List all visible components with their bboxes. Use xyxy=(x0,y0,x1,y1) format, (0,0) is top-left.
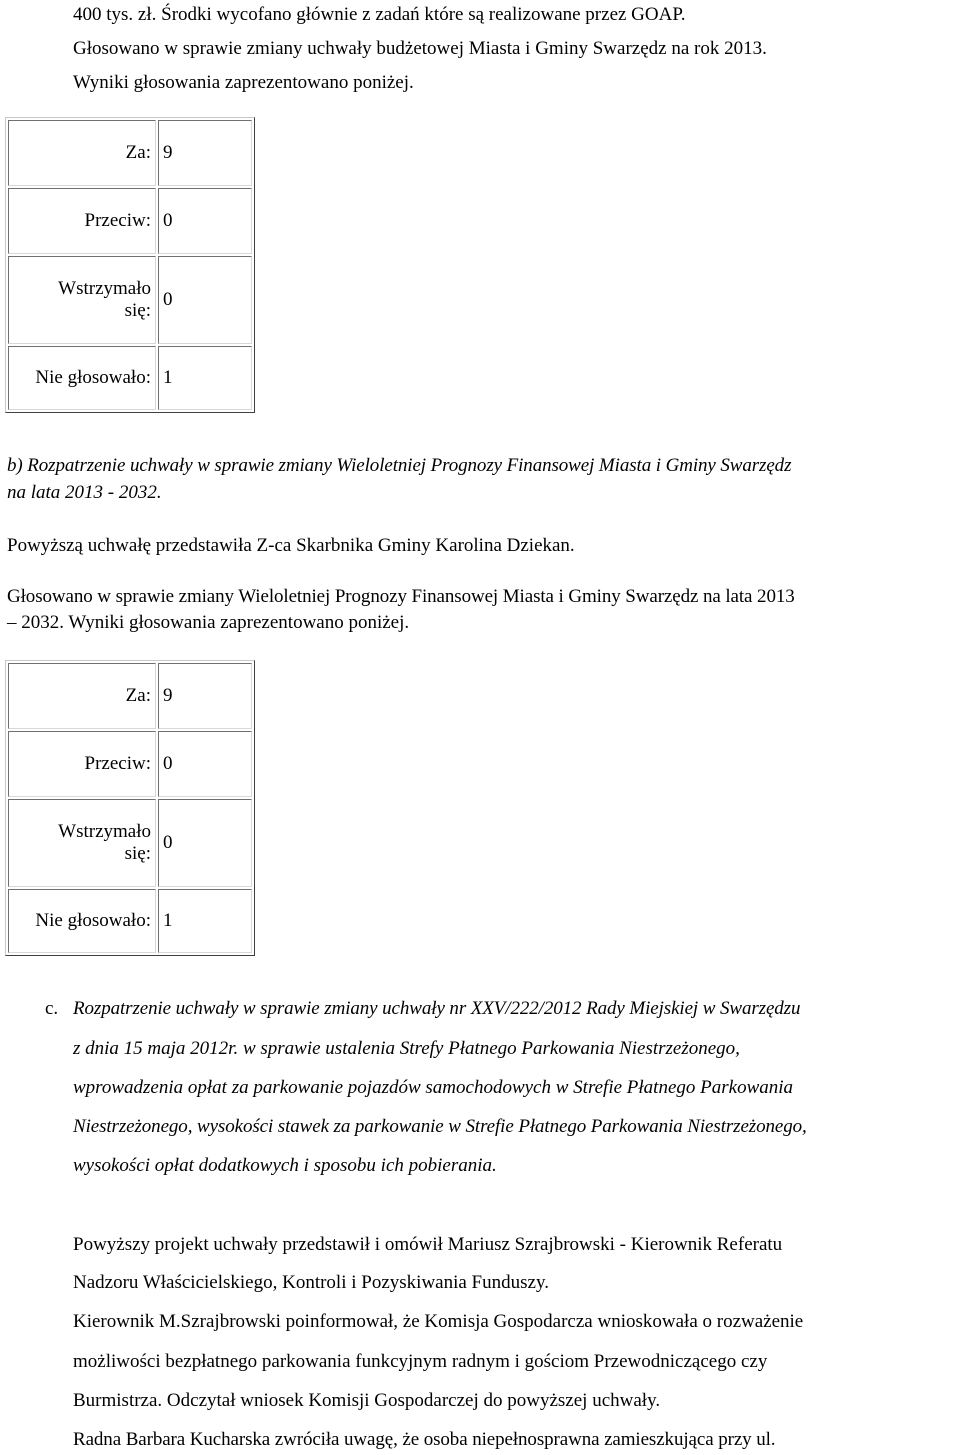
item-b-title-line-1: b) Rozpatrzenie uchwały w sprawie zmiany Wieloletniej Prognozy Finansowej Miasta i Gminy Swarzędz xyxy=(7,455,792,476)
novote-value: 1 xyxy=(158,889,252,953)
abstain-label xyxy=(8,799,156,887)
item-b-vote-line-2: – 2032. Wyniki głosowania zaprezentowano poniżej. xyxy=(7,612,410,633)
vote-table-1 xyxy=(5,117,255,413)
closing-line-1: Powyższy projekt uchwały przedstawił i omówił Mariusz Szrajbrowski - Kierownik Referatu xyxy=(73,1234,783,1255)
vote-row-abstain xyxy=(8,799,252,887)
for-label: Za: xyxy=(8,120,156,186)
vote-row-against xyxy=(8,731,252,797)
abstain-label-part-1: Wstrzymało xyxy=(58,820,151,842)
vote-table-2 xyxy=(5,660,255,956)
intro-line-1: 400 tys. zł. Środki wycofano głównie z zadań które są realizowane przez GOAP. xyxy=(73,4,686,25)
item-c-title-line-4: Niestrzeżonego, wysokości stawek za parkowanie w Strefie Płatnego Parkowania Niestrzeżonego, xyxy=(73,1116,807,1137)
closing-line-4: możliwości bezpłatnego parkowania funkcyjnym radnym i gościom Przewodniczącego czy xyxy=(73,1351,768,1372)
item-c-title-line-3: wprowadzenia opłat za parkowanie pojazdów samochodowych w Strefie Płatnego Parkowania xyxy=(73,1077,794,1098)
closing-line-2: Nadzoru Właścicielskiego, Kontroli i Pozyskiwania Funduszy. xyxy=(73,1272,549,1293)
closing-line-3: Kierownik M.Szrajbrowski poinformował, że Komisja Gospodarcza wnioskowała o rozważenie xyxy=(73,1311,804,1332)
against-label: Przeciw: xyxy=(8,731,156,797)
against-value: 0 xyxy=(158,188,252,254)
abstain-label-part-2: się: xyxy=(124,300,151,321)
abstain-label-part-2: się: xyxy=(124,843,151,864)
novote-label: Nie głosowało: xyxy=(8,346,156,410)
intro-line-2: Głosowano w sprawie zmiany uchwały budżetowej Miasta i Gminy Swarzędz na rok 2013. xyxy=(73,38,767,59)
novote-value: 1 xyxy=(158,346,252,410)
closing-line-6: Radna Barbara Kucharska zwróciła uwagę, że osoba niepełnosprawna zamieszkująca przy ul. xyxy=(73,1429,776,1450)
abstain-value: 0 xyxy=(158,799,252,887)
item-b-title-line-2: na lata 2013 - 2032. xyxy=(7,482,162,503)
item-b-vote-line-1: Głosowano w sprawie zmiany Wieloletniej Prognozy Finansowej Miasta i Gminy Swarzędz na lata 2013 xyxy=(7,586,795,607)
vote-row-for xyxy=(8,663,252,729)
for-value: 9 xyxy=(158,120,252,186)
vote-row-abstain xyxy=(8,256,252,344)
against-value: 0 xyxy=(158,731,252,797)
item-c-marker: c. xyxy=(45,998,59,1019)
item-c-title-line-2: z dnia 15 maja 2012r. w sprawie ustalenia Strefy Płatnego Parkowania Niestrzeżonego, xyxy=(73,1038,740,1059)
against-label: Przeciw: xyxy=(8,188,156,254)
closing-line-5: Burmistrza. Odczytał wniosek Komisji Gospodarczej do powyższej uchwały. xyxy=(73,1390,661,1411)
item-b-presenter: Powyższą uchwałę przedstawiła Z-ca Skarbnika Gminy Karolina Dziekan. xyxy=(7,535,575,556)
intro-line-3: Wyniki głosowania zaprezentowano poniżej. xyxy=(73,72,414,93)
vote-row-novote xyxy=(8,889,252,953)
vote-row-against xyxy=(8,188,252,254)
item-c-title-line-1: Rozpatrzenie uchwały w sprawie zmiany uchwały nr XXV/222/2012 Rady Miejskiej w Swarzędzu xyxy=(73,998,801,1019)
abstain-label xyxy=(8,256,156,344)
abstain-value: 0 xyxy=(158,256,252,344)
novote-label: Nie głosowało: xyxy=(8,889,156,953)
for-value: 9 xyxy=(158,663,252,729)
abstain-label-part-1: Wstrzymało xyxy=(58,277,151,299)
vote-row-for xyxy=(8,120,252,186)
vote-row-novote xyxy=(8,346,252,410)
for-label: Za: xyxy=(8,663,156,729)
item-c-title-line-5: wysokości opłat dodatkowych i sposobu ich pobierania. xyxy=(73,1155,497,1176)
